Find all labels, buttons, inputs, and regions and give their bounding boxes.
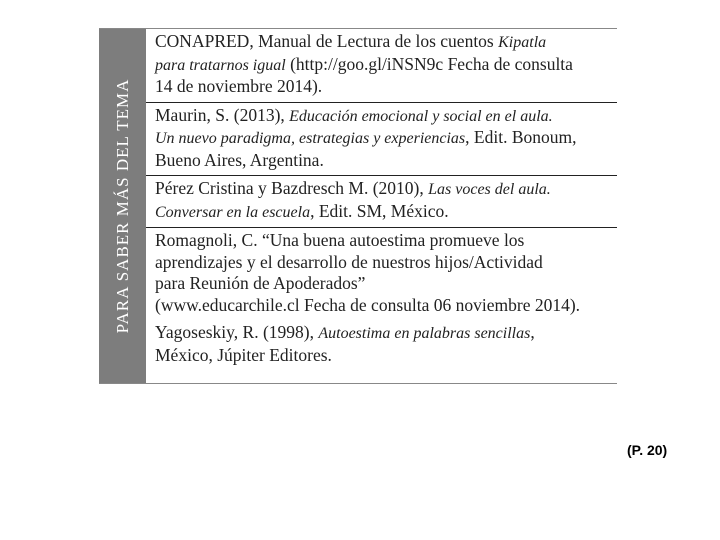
reference-line [155, 127, 617, 150]
reference-title-italic: Educación emocional y social en el aula. [289, 107, 553, 125]
reference-line [155, 230, 617, 252]
reference-line [155, 322, 617, 345]
reference-line [155, 295, 617, 317]
reference-text: Bueno Aires, Argentina. [155, 149, 324, 170]
further-reading-box [99, 28, 617, 384]
reference-entry [146, 29, 617, 103]
reference-text: Romagnoli, C. “Una buena autoestima promueve los [155, 230, 525, 250]
reference-entry [146, 320, 617, 370]
reference-line [155, 54, 617, 77]
reference-title-italic: Conversar en la escuela [155, 203, 311, 221]
reference-line [155, 345, 617, 367]
reference-text: , Edit. Bonoum, [465, 127, 577, 147]
reference-text: , [530, 322, 535, 342]
reference-text: aprendizajes y el desarrollo de nuestros hijos/Actividad [155, 251, 543, 272]
reference-entry [146, 228, 617, 320]
reference-title-italic: Un nuevo paradigma, estrategias y experiencias [155, 130, 466, 147]
reference-line [155, 105, 617, 128]
reference-entry [146, 103, 617, 177]
reference-line [155, 31, 617, 54]
reference-line [155, 150, 617, 172]
reference-text: Yagoseskiy, R. (1998), [155, 322, 319, 342]
reference-list [146, 29, 617, 370]
reference-line [155, 76, 617, 98]
reference-text: Maurin, S. (2013), [155, 104, 290, 125]
reference-line [155, 273, 617, 295]
reference-title-italic: Autoestima en palabras sencillas [318, 325, 531, 342]
reference-text: (www.educarchile.cl Fecha de consulta 06 noviembre 2014). [155, 294, 581, 315]
reference-title-italic: Las voces del aula. [428, 181, 551, 198]
reference-text: México, Júpiter Editores. [155, 344, 332, 365]
reference-line [155, 201, 617, 224]
sidebar-band [99, 29, 146, 383]
reference-text: CONAPRED, Manual de Lectura de los cuentos [155, 31, 499, 51]
reference-text: Pérez Cristina y Bazdresch M. (2010), [155, 178, 429, 198]
reference-line [155, 178, 617, 201]
reference-title-italic: para tratarnos igual [155, 56, 286, 74]
reference-text: (http://goo.gl/iNSN9c Fecha de consulta [285, 53, 573, 74]
reference-text: para Reunión de Apoderados” [155, 273, 366, 293]
page-reference: (P. 20) [627, 442, 668, 458]
reference-title-italic: Kipatla [498, 34, 547, 51]
reference-text: 14 de noviembre 2014). [155, 76, 323, 96]
reference-text: , Edit. SM, México. [310, 200, 449, 221]
reference-line [155, 252, 617, 274]
sidebar-title: PARA SABER MÁS DEL TEMA [112, 78, 132, 334]
reference-entry [146, 176, 617, 228]
